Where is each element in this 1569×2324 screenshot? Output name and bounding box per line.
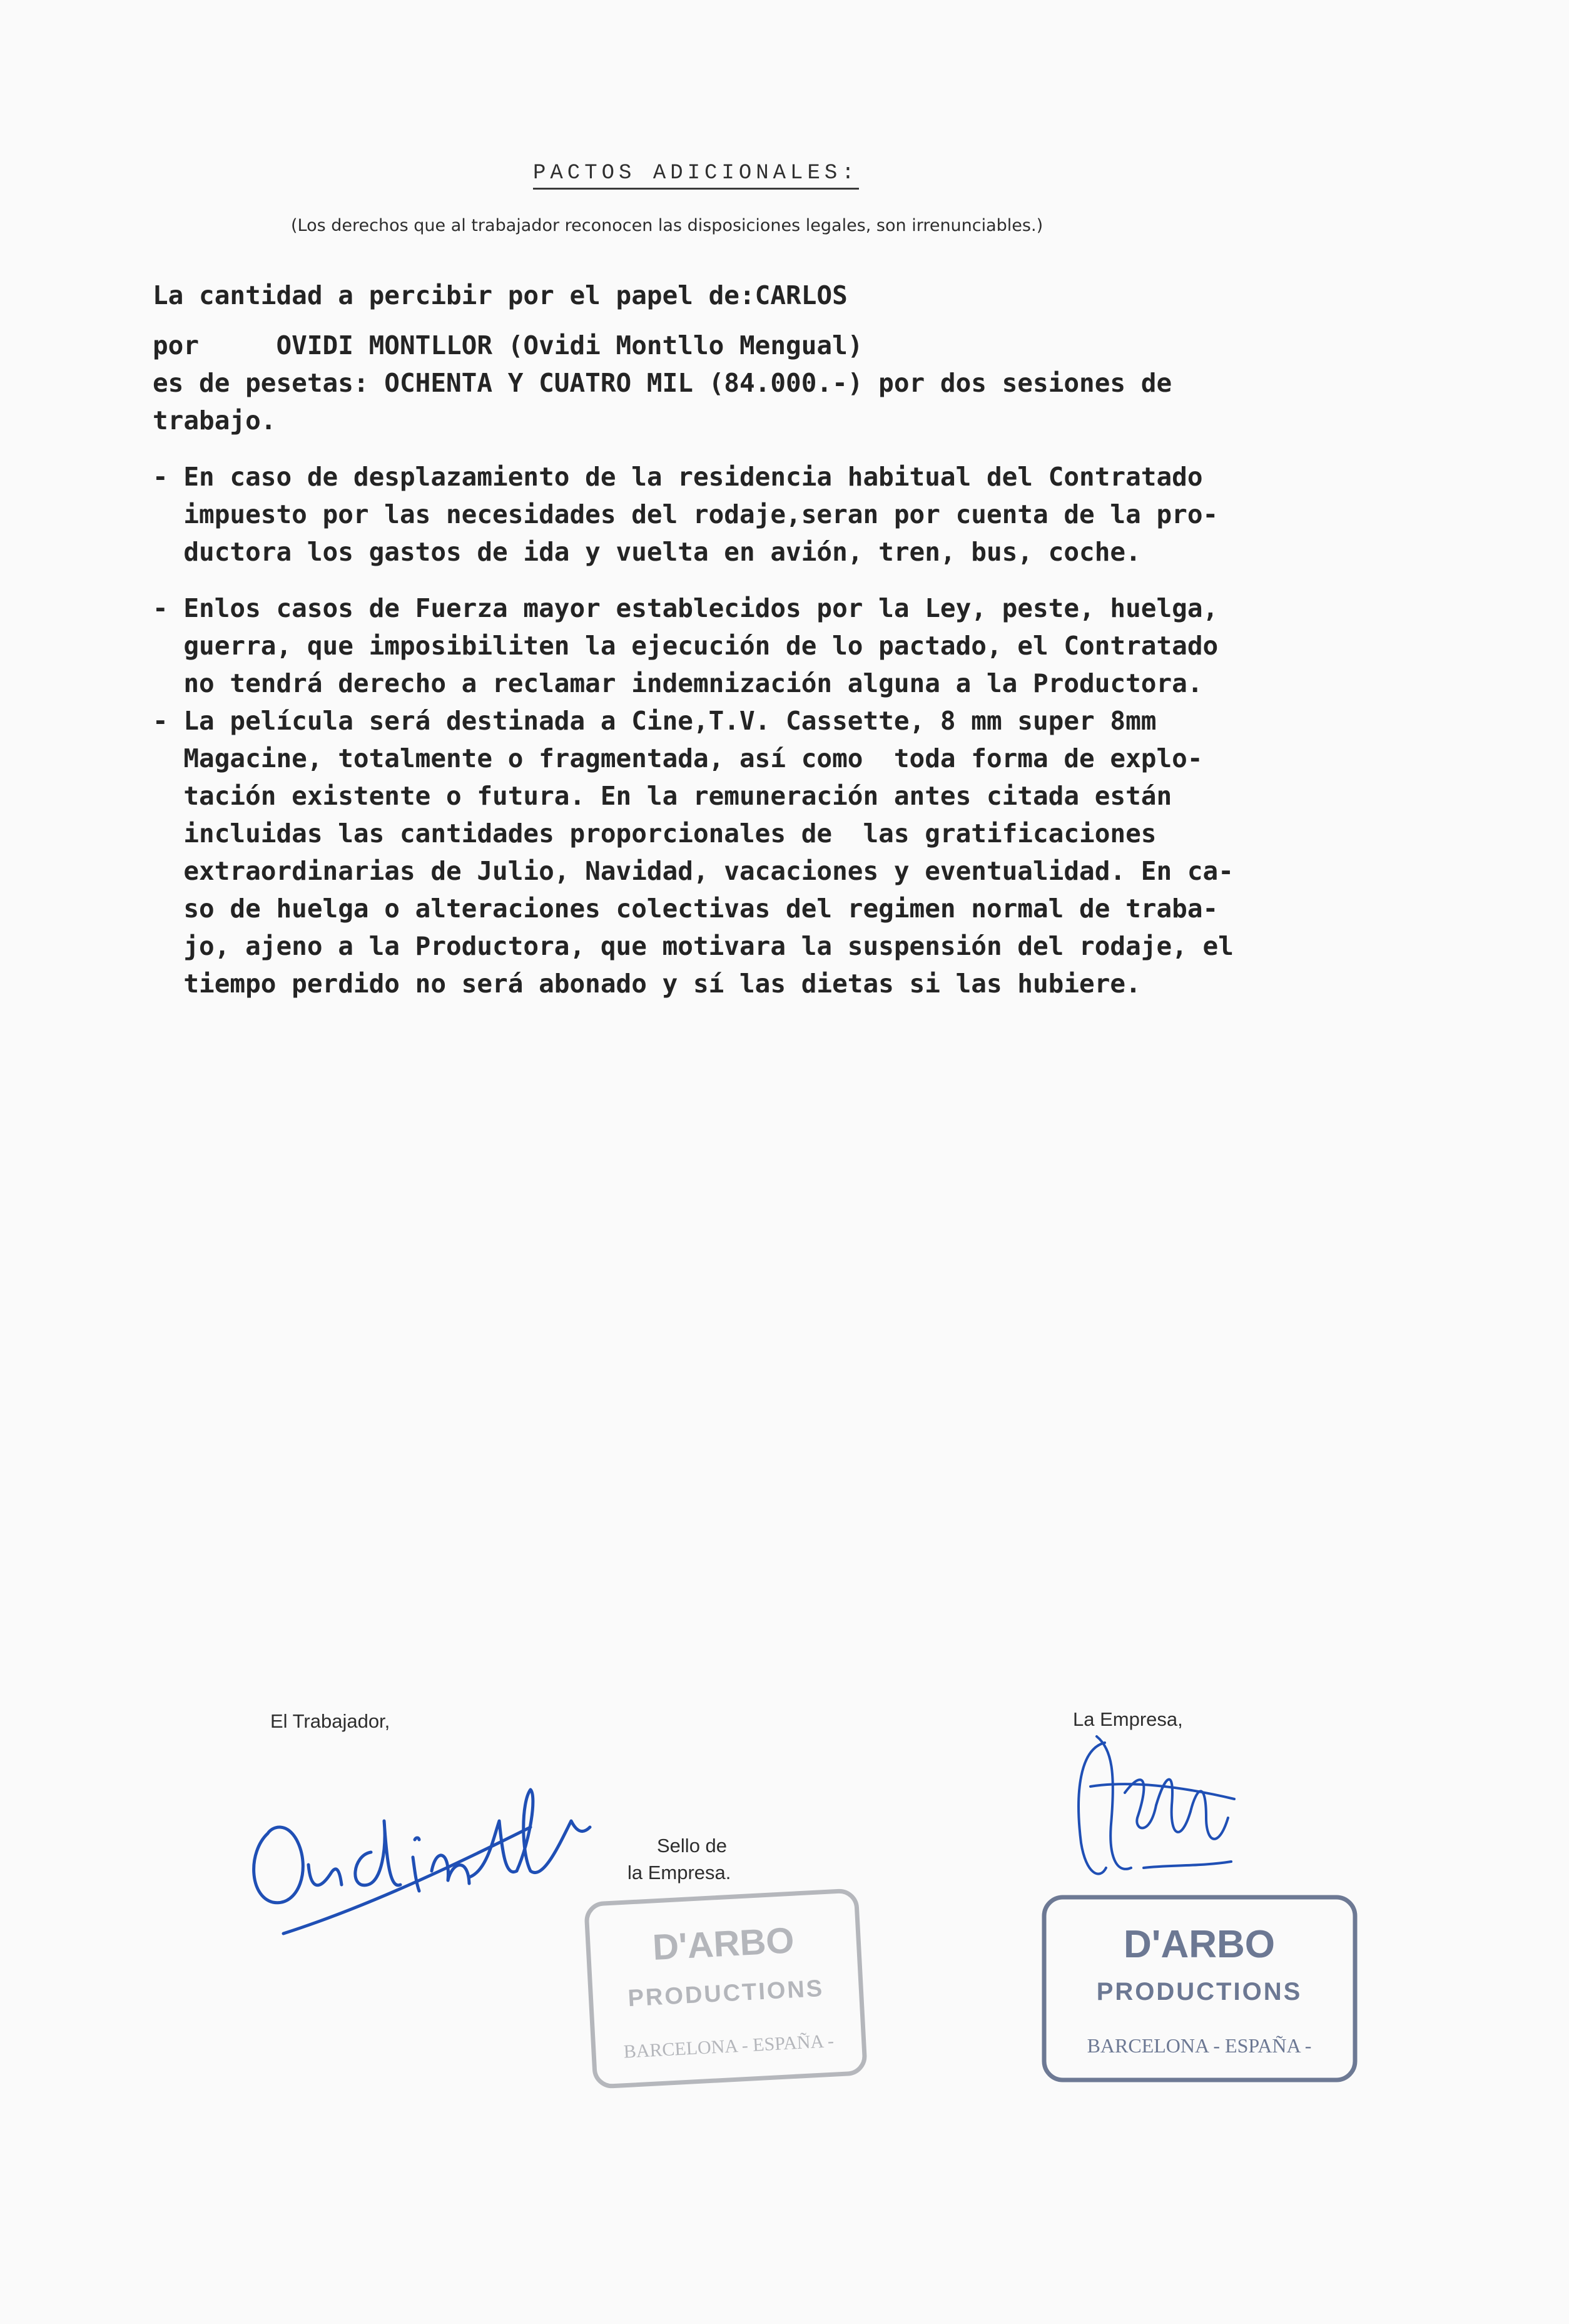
stamp-company-line2: PRODUCTIONS xyxy=(1096,1978,1302,2005)
seal-stamp-city: BARCELONA - ESPAÑA - xyxy=(622,2031,835,2062)
worker-signature xyxy=(236,1746,599,1952)
text-line: so de huelga o alteraciones colectivas del regimen normal de traba- xyxy=(153,894,1219,924)
stamp-company-city: BARCELONA - ESPAÑA - xyxy=(1087,2034,1312,2057)
text-line: jo, ajeno a la Productora, que motivara la suspensión del rodaje, el xyxy=(153,931,1234,961)
typed-clauses xyxy=(153,277,1514,1002)
company-stamp xyxy=(1035,1888,1364,2089)
text-line: tación existente o futura. En la remuneración antes citada están xyxy=(153,781,1172,811)
worker-label: El Trabajador, xyxy=(270,1710,390,1732)
text-line: tiempo perdido no será abonado y sí las dietas si las hubiere. xyxy=(153,969,1141,999)
section-heading: PACTOS ADICIONALES: xyxy=(533,161,859,190)
seal-label: Sello de xyxy=(657,1835,728,1857)
text-line: impuesto por las necesidades del rodaje,seran por cuenta de la pro- xyxy=(153,499,1219,529)
company-label: La Empresa, xyxy=(1073,1708,1183,1730)
text-line: - Enlos casos de Fuerza mayor establecidos por la Ley, peste, huelga, xyxy=(153,593,1219,623)
text-line: extraordinarias de Julio, Navidad, vacaciones y eventualidad. En ca- xyxy=(153,856,1234,886)
seal-label-line2: la Empresa. xyxy=(627,1862,731,1883)
seal-stamp-line2: PRODUCTIONS xyxy=(627,1975,825,2012)
text-line: - En caso de desplazamiento de la residencia habitual del Contratado xyxy=(153,462,1203,492)
text-line: Magacine, totalmente o fragmentada, así como toda forma de explo- xyxy=(153,743,1203,773)
text-line: guerra, que imposibiliten la ejecución de lo pactado, el Contratado xyxy=(153,631,1219,661)
text-line: por OVIDI MONTLLOR (Ovidi Montllo Mengual) xyxy=(153,330,863,360)
text-line: La cantidad a percibir por el papel de:CARLOS xyxy=(153,280,848,310)
text-line: no tendrá derecho a reclamar indemnización alguna a la Productora. xyxy=(153,668,1203,698)
company-seal-stamp xyxy=(582,1888,870,2089)
text-line: es de pesetas: OCHENTA Y CUATRO MIL (84.000.-) por dos sesiones de xyxy=(153,368,1172,398)
text-line: incluidas las cantidades proporcionales de las gratificaciones xyxy=(153,818,1157,849)
company-signature xyxy=(1056,1724,1244,1912)
legal-note: (Los derechos que al trabajador reconocen las disposiciones legales, son irrenunciables.) xyxy=(291,216,1043,235)
text-line: ductora los gastos de ida y vuelta en avión, tren, bus, coche. xyxy=(153,537,1141,567)
stamp-company-name: D'ARBO xyxy=(1123,1923,1276,1966)
seal-stamp-name: D'ARBO xyxy=(651,1920,796,1968)
text-line: - La película será destinada a Cine,T.V. Cassette, 8 mm super 8mm xyxy=(153,706,1157,736)
text-line: trabajo. xyxy=(153,405,277,436)
